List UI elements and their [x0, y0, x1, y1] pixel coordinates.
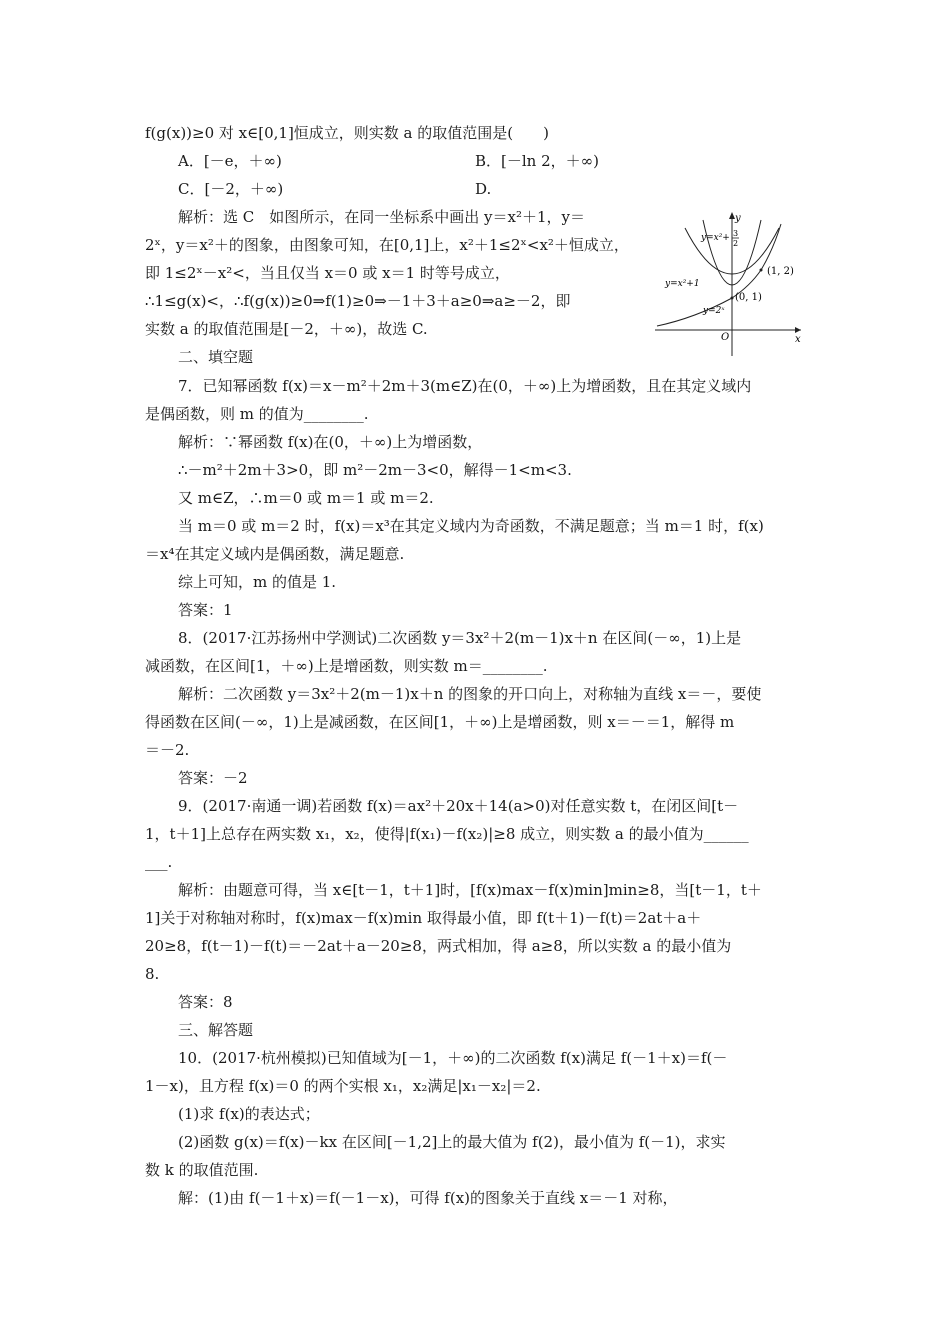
question-10-part-2-line-1: (2)函数 g(x)＝f(x)－kx 在区间[－1,2]上的最大值为 f(2)，最小值为 f(－1)，求实: [178, 1133, 726, 1151]
solution-9-line-4: 8.: [145, 965, 160, 983]
solution-8-line-3: ＝－2.: [145, 741, 190, 759]
label-frac-den: 2: [733, 239, 739, 248]
question-7-line-1: 7．已知幂函数 f(x)＝x－m²＋2m＋3(m∈Z)在(0，＋∞)上为增函数，且在其定义域内: [178, 377, 752, 395]
solution-9-line-2: 1]关于对称轴对称时，f(x)max－f(x)min 取得最小值，即 f(t＋1)－f(t)＝2at＋a＋: [145, 909, 702, 927]
option-b: B．[－ln 2，＋∞): [475, 152, 599, 170]
solution-6-line-1: 解析：选 C 如图所示，在同一坐标系中画出 y＝x²＋1，y＝: [178, 208, 585, 226]
question-6-stem-end: f(g(x))≥0 对 x∈[0,1]恒成立，则实数 a 的取值范围是( ): [145, 124, 549, 142]
solution-6-line-3: 即 1≤2ˣ－x²<，当且仅当 x＝0 或 x＝1 时等号成立，: [145, 264, 510, 282]
origin-label: O: [721, 332, 730, 343]
solution-6-line-4: ∴1≤g(x)<，∴f(g(x))≥0⇒f(1)≥0⇒－1＋3＋a≥0⇒a≥－2，即: [145, 292, 571, 310]
option-d: D.: [475, 180, 492, 198]
point-1-2: [760, 269, 763, 272]
solution-9-line-3: 20≥8，f(t－1)－f(t)＝－2at＋a－20≥8，两式相加，得 a≥8，所以实数 a 的最小值为: [145, 937, 732, 955]
point-0-1: [731, 297, 734, 300]
option-c: C．[－2，＋∞): [178, 180, 284, 198]
solution-7-line-6: 综上可知，m 的值是 1.: [178, 573, 337, 591]
question-9-line-3: ___.: [145, 853, 173, 871]
solution-6-line-2: 2ˣ，y＝x²＋的图象，由图象可知，在[0,1]上，x²＋1≤2ˣ<x²＋恒成立，: [145, 236, 629, 254]
question-8-line-2: 减函数，在区间[1，＋∞)上是增函数，则实数 m＝________.: [145, 657, 548, 675]
solution-10-line-1: 解：(1)由 f(－1＋x)＝f(－1－x)，可得 f(x)的图象关于直线 x＝－1 对称，: [178, 1189, 678, 1207]
label-y-x2-plus: y=x²+: [701, 233, 730, 243]
question-9-line-1: 9．(2017·南通一调)若函数 f(x)＝ax²＋20x＋14(a>0)对任意实数 t，在闭区间[t－: [178, 797, 739, 815]
question-10-part-1: (1)求 f(x)的表达式；: [178, 1105, 320, 1123]
question-10-line-1: 10．(2017·杭州模拟)已知值域为[－1，＋∞)的二次函数 f(x)满足 f(－1＋x)＝f(－: [178, 1049, 728, 1067]
solution-7-line-1: 解析：∵幂函数 f(x)在(0，＋∞)上为增函数，: [178, 433, 483, 451]
answer-7: 答案：1: [178, 601, 233, 619]
solution-7-line-4: 当 m＝0 或 m＝2 时，f(x)＝x³在其定义域内为奇函数，不满足题意；当 m＝1 时，f(x): [178, 517, 764, 535]
option-a: A．[－e，＋∞): [178, 152, 282, 170]
question-9-line-2: 1，t＋1]上总存在两实数 x₁，x₂，使得|f(x₁)－f(x₂)|≥8 成立，则实数 a 的最小值为______: [145, 825, 749, 843]
solution-8-line-1: 解析：二次函数 y＝3x²＋2(m－1)x＋n 的图象的开口向上，对称轴为直线 x＝－，要使: [178, 685, 762, 703]
function-graph-figure: [655, 210, 805, 358]
label-point-1-2: (1, 2): [767, 266, 794, 277]
answer-9: 答案：8: [178, 993, 233, 1011]
question-7-line-2: 是偶函数，则 m 的值为________.: [145, 405, 369, 423]
label-y-x2-plus-1: y=x²+1: [665, 279, 700, 289]
answer-8: 答案：－2: [178, 769, 248, 787]
question-8-line-1: 8．(2017·江苏扬州中学测试)二次函数 y＝3x²＋2(m－1)x＋n 在区间(－∞，1)上是: [178, 629, 742, 647]
label-point-0-1: (0, 1): [735, 292, 762, 303]
solution-7-line-2: ∴－m²＋2m＋3>0，即 m²－2m－3<0，解得－1<m<3.: [178, 461, 572, 479]
x-axis-arrow-icon: [795, 327, 801, 333]
question-10-line-2: 1－x)，且方程 f(x)＝0 的两个实根 x₁，x₂满足|x₁－x₂|＝2.: [145, 1077, 541, 1095]
solution-7-line-3: 又 m∈Z，∴m＝0 或 m＝1 或 m＝2.: [178, 489, 434, 507]
section-fill-in-heading: 二、填空题: [178, 348, 254, 366]
section-solve-heading: 三、解答题: [178, 1021, 254, 1039]
x-axis-label: x: [795, 334, 801, 345]
solution-8-line-2: 得函数在区间(－∞，1)上是减函数，在区间[1，＋∞)上是增函数，则 x＝－＝1，解得 m: [145, 713, 735, 731]
solution-7-line-5: ＝x⁴在其定义域内是偶函数，满足题意.: [145, 545, 405, 563]
label-frac-num: 3: [733, 229, 739, 238]
y-axis-label: y: [735, 213, 741, 224]
solution-6-line-5: 实数 a 的取值范围是[－2，＋∞)，故选 C.: [145, 320, 428, 338]
solution-9-line-1: 解析：由题意可得，当 x∈[t－1，t＋1]时，[f(x)max－f(x)min]min≥8，当[t－1，t＋: [178, 881, 762, 899]
question-10-part-2-line-2: 数 k 的取值范围.: [145, 1161, 259, 1179]
label-y-2-pow-x: y=2ˣ: [703, 306, 725, 316]
